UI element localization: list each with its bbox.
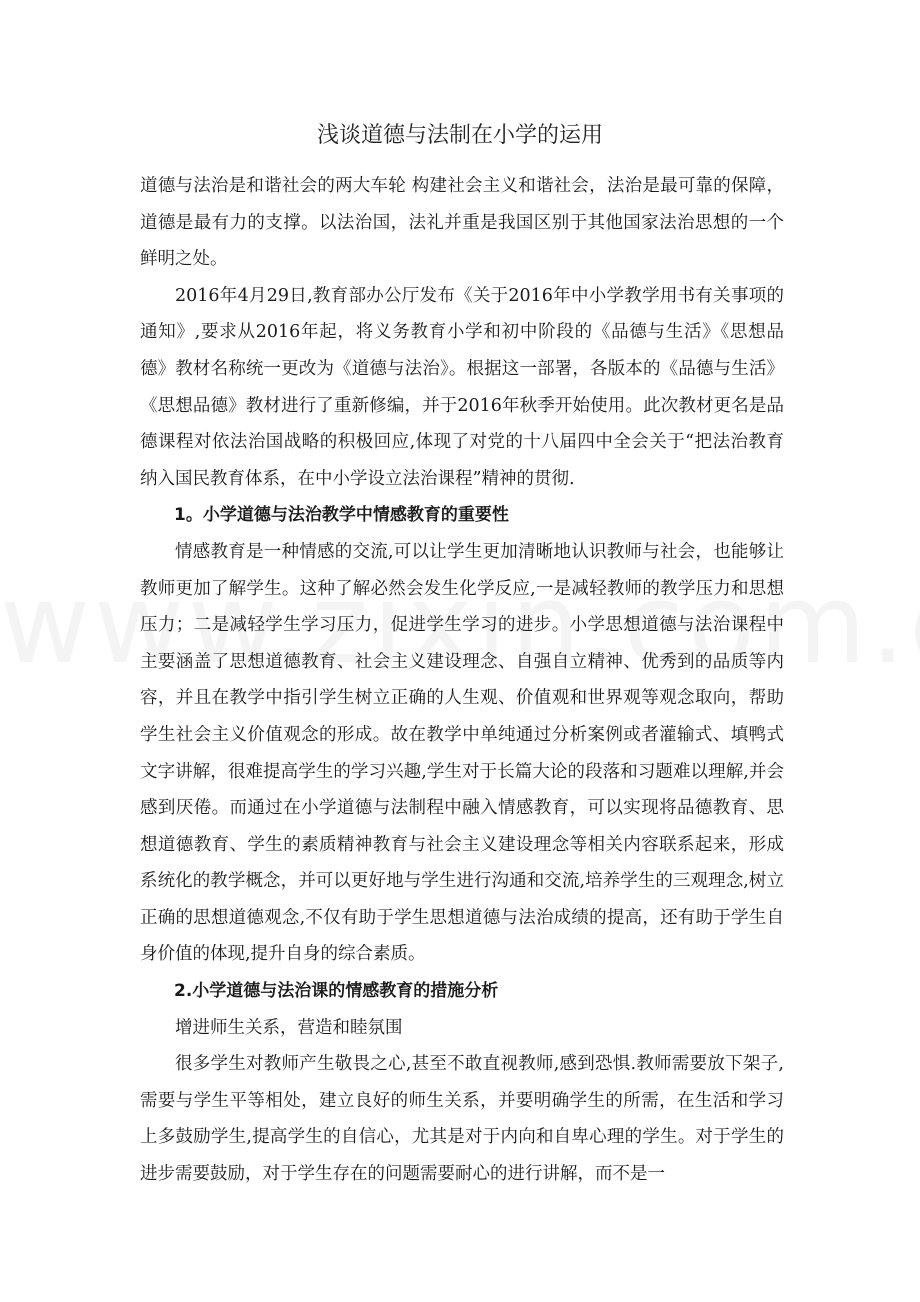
subheading-relationship: 增进师生关系，营造和睦氛围 bbox=[175, 1017, 403, 1038]
paragraph-intro: 道德与法治是和谐社会的两大车轮 构建社会主义和谐社会，法治是最可靠的保障，道德是最有力的支撑。以法治国，法礼并重是我国区别于其他国家法治思想的一个鲜明之处。 bbox=[140, 176, 784, 270]
document-body bbox=[140, 168, 784, 1193]
document-title: 浅谈道德与法制在小学的运用 bbox=[316, 123, 603, 148]
section-heading-1: 1。小学道德与法治教学中情感教育的重要性 bbox=[174, 505, 509, 526]
paragraph-relationship: 很多学生对教师产生敬畏之心,甚至不敢直视教师,感到恐惧.教师需要放下架子,需要与学生平等相处，建立良好的师生关系，并要明确学生的所需，在生活和学习上多鼓励学生,提高学生的自信心，尤其是对于内向和自卑心理的学生。对于学生的进步需要鼓励，对于学生存在的问题需要耐心的进行讲解，而不是一 bbox=[140, 1054, 784, 1185]
paragraph-background: 2016年4月29日,教育部办公厅发布《关于2016年中小学教学用书有关事项的通知》,要求从2016年起，将义务教育小学和初中阶段的《品德与生活》《思想品德》教材名称统一更改为《道德与法治》。根据这一部署，各版本的《品德与生活》《思想品德》教材进行了重新修编，并于2016年秋季开始使用。此次教材更名是品德课程对依法治国战略的积极回应,体现了对党的十八届四中全会关于“把法治教育纳入国民教育体系，在中小学设立法治课程”精神的贯彻. bbox=[140, 285, 784, 489]
section-heading-2: 2.小学道德与法治课的情感教育的措施分析 bbox=[174, 981, 499, 1002]
paragraph-importance: 情感教育是一种情感的交流,可以让学生更加清晰地认识教师与社会，也能够让教师更加了解学生。这种了解必然会发生化学反应,一是减轻教师的教学压力和思想压力；二是减轻学生学习压力，促进学生学习的进步。小学思想道德与法治课程中主要涵盖了思想道德教育、社会主义建设理念、自强自立精神、优秀到的品质等内容，并且在教学中指引学生树立正确的人生观、价值观和世界观等观念取向，帮助学生社会主义价值观念的形成。故在教学中单纯通过分析案例或者灌输式、填鸭式文字讲解，很难提高学生的学习兴趣,学生对于长篇大论的段落和习题难以理解,并会感到厌倦。而通过在小学道德与法制程中融入情感教育，可以实现将品德教育、思想道德教育、学生的素质精神教育与社会主义建设理念等相关内容联系起来，形成系统化的教学概念，并可以更好地与学生进行沟通和交流,培养学生的三观理念,树立正确的思想道德观念,不仅有助于学生思想道德与法治成绩的提高，还有助于学生自身价值的体现,提升自身的综合素质。 bbox=[140, 541, 784, 965]
